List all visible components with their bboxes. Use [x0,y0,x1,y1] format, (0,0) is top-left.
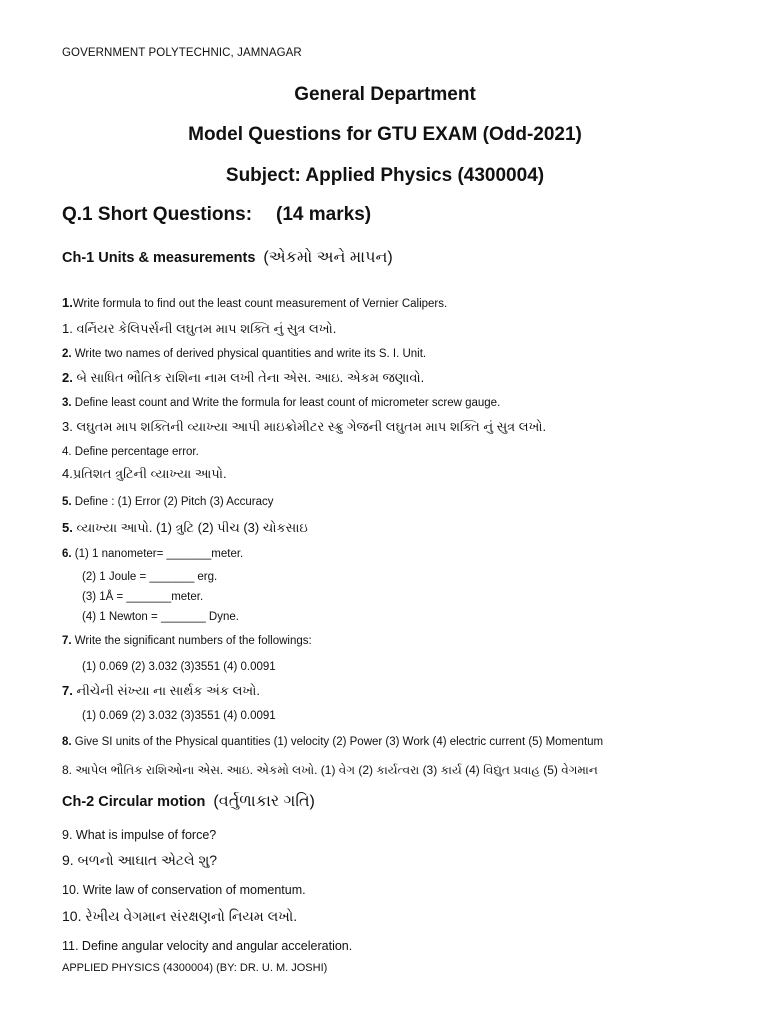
question-7-english [62,635,312,647]
question-7-values: (1) 0.069 (2) 3.032 (3)3551 (4) 0.0091 [82,661,276,673]
chapter-1-gujarati: (એકમો અને માપન) [263,249,393,266]
question-4-english: 4. Define percentage error. [62,446,199,458]
question-5-gujarati-text: વ્યાખ્યા આપો. (1) ત્રુટિ (2) પીચ (3) ચોકસાઇ [72,520,308,535]
question-10-english: 10. Write law of conservation of momentum. [62,883,306,897]
question-2-gujarati-number: 2. [62,370,73,385]
question-3-gujarati: 3. લઘુતમ માપ શક્તિની વ્યાખ્યા આપી માઇક્રોમીટર સ્ક્રુ ગેજની લઘુતમ માપ શક્તિ નું સુત્ર લખો. [62,419,547,434]
question-7-number: 7. [62,635,72,647]
institution-header: GOVERNMENT POLYTECHNIC, JAMNAGAR [62,47,302,59]
question-8-number: 8. [62,736,72,748]
question-3-text: Define least count and Write the formula for least count of micrometer screw gauge. [71,397,501,409]
question-5-text: Define : (1) Error (2) Pitch (3) Accuracy [71,496,274,508]
question-6-part-2: (2) 1 Joule = _______ erg. [82,571,218,583]
chapter-1-heading [62,249,393,267]
question-6-part-1: (1) 1 nanometer= _______meter. [71,548,244,560]
question-7-gujarati [62,683,260,699]
question-5-english [62,496,274,508]
question-1-gujarati: 1. વર્નિયર કેલિપર્સની લઘુતમ માપ શક્તિ નું સુત્ર લખો. [62,321,337,336]
chapter-2-title: Ch-2 Circular motion [62,794,206,810]
question-3-number: 3. [62,397,72,409]
question-8-english [62,736,603,748]
chapter-2-heading [62,793,315,811]
question-3-english [62,397,500,409]
question-2-gujarati-text: બે સાધિત ભૌતિક રાશિના નામ લખી તેના એસ. આઇ. એકમ જણાવો. [72,370,425,385]
section-heading [62,204,371,226]
model-questions-title: Model Questions for GTU EXAM (Odd-2021) [188,124,582,145]
question-1-text: Write formula to find out the least count measurement of Vernier Calipers. [72,298,448,310]
question-10-gujarati: 10. રેખીય વેગમાન સંરક્ષણનો નિયમ લખો. [62,908,298,924]
question-6-part-4: (4) 1 Newton = _______ Dyne. [82,611,239,623]
chapter-1-title: Ch-1 Units & measurements [62,250,256,266]
department-title: General Department [294,84,476,105]
question-8-gujarati: 8. આપેલ ભૌતિક રાશિઓના એસ. આઇ. એકમો લખો. (1) વેગ (2) કાર્યત્વરા (3) કાર્ય (4) વિદ્યુત પ્રવાહ (5) વેગમાન [62,763,598,777]
question-4-gujarati: 4.પ્રતિશત ત્રુટિની વ્યાખ્યા આપો. [62,466,227,481]
question-2-text: Write two names of derived physical quantities and write its S. I. Unit. [71,348,427,360]
question-2-english [62,348,426,360]
question-1-number: 1. [62,295,73,310]
question-7-text: Write the significant numbers of the followings: [71,635,312,647]
question-5-gujarati-number: 5. [62,520,73,535]
page-footer: APPLIED PHYSICS (4300004) (BY: DR. U. M. JOSHI) [62,962,328,974]
chapter-2-gujarati: (વર્તુળાકાર ગતિ) [213,793,315,810]
question-8-text: Give SI units of the Physical quantities (1) velocity (2) Power (3) Work (4) electric current (5) Momentum [71,736,604,748]
section-marks: (14 marks) [276,204,372,225]
question-1-english [62,295,447,310]
question-9-gujarati: 9. બળનો આઘાત એટલે શુ? [62,852,218,868]
question-6-number: 6. [62,548,72,560]
question-11-english: 11. Define angular velocity and angular acceleration. [62,939,353,953]
question-7-gujarati-values: (1) 0.069 (2) 3.032 (3)3551 (4) 0.0091 [82,710,276,722]
question-5-number: 5. [62,496,72,508]
question-2-number: 2. [62,348,72,360]
section-label: Q.1 Short Questions: [62,204,253,225]
question-6-line-1 [62,548,243,560]
question-9-english: 9. What is impulse of force? [62,828,217,842]
question-7-gujarati-number: 7. [62,683,73,698]
question-5-gujarati [62,520,308,536]
question-2-gujarati [62,370,424,386]
question-6-part-3: (3) 1Å = _______meter. [82,591,204,603]
question-7-gujarati-text: નીચેની સંખ્યા ના સાર્થક અંક લખો. [72,683,260,698]
subject-title: Subject: Applied Physics (4300004) [225,165,545,186]
